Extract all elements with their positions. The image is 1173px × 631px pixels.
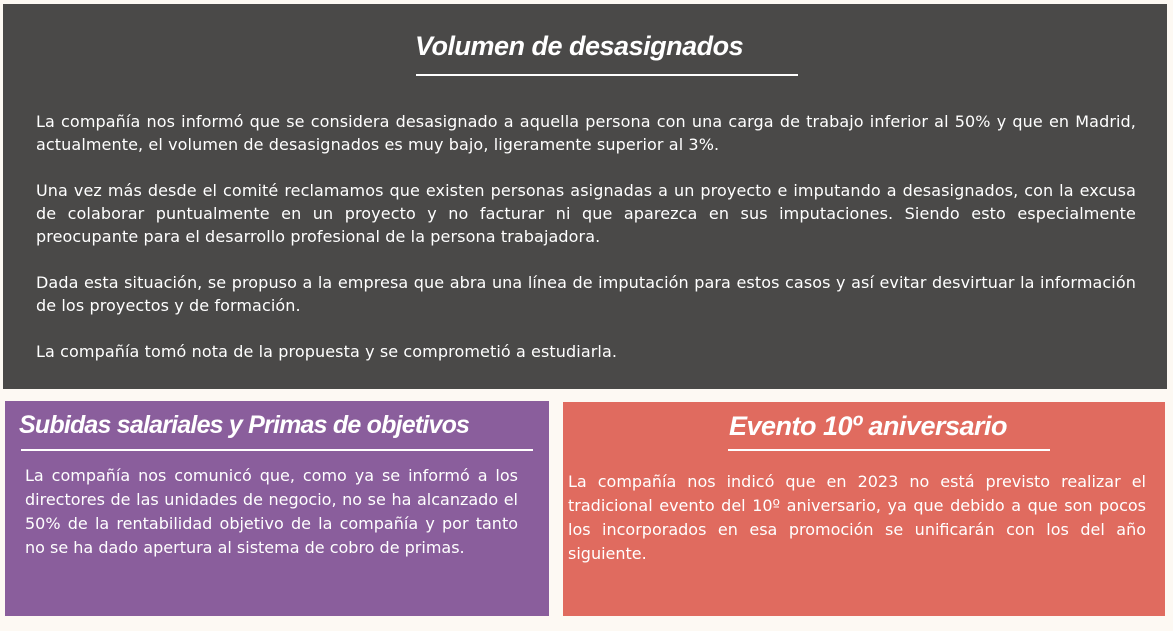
desasignados-title-underline	[416, 74, 798, 76]
subidas-salariales-title-underline	[21, 449, 533, 451]
desasignados-paragraph-2: Una vez más desde el comité reclamamos que existen personas asignadas a un proyecto e imputando a desasignados, con la excusa de colaborar puntualmente en un proyecto y no facturar ni que aparezca en sus imputaciones. Siendo esto especialmente preocupante para el desarrollo profesional de la persona trabajadora.	[36, 181, 1136, 246]
evento-aniversario-title: Evento 10º aniversario	[729, 411, 1007, 441]
desasignados-title: Volumen de desasignados	[415, 31, 744, 61]
desasignados-paragraph-4: La compañía tomó nota de la propuesta y se comprometió a estudiarla.	[36, 342, 618, 361]
desasignados-panel	[3, 4, 1167, 389]
evento-aniversario-title-underline	[728, 449, 1050, 451]
evento-aniversario-paragraph: La compañía nos indicó que en 2023 no está previsto realizar el tradicional evento del 10º aniversario, ya que debido a que son pocos los incorporados en esa promoción se unificarán con los del año siguiente.	[568, 472, 1146, 563]
evento-aniversario-panel	[563, 402, 1165, 616]
subidas-salariales-paragraph: La compañía nos comunicó que, como ya se informó a los directores de las unidades de negocio, no se ha alcanzado el 50% de la rentabilidad objetivo de la compañía y por tanto no se ha dado apertura al sistema de cobro de primas.	[25, 466, 518, 557]
desasignados-paragraph-1: La compañía nos informó que se considera desasignado a aquella persona con una carga de trabajo inferior al 50% y que en Madrid, actualmente, el volumen de desasignados es muy bajo, ligeramente superior al 3%.	[36, 112, 1136, 154]
subidas-salariales-panel	[5, 401, 549, 616]
desasignados-paragraph-3: Dada esta situación, se propuso a la empresa que abra una línea de imputación para estos casos y así evitar desvirtuar la información de los proyectos y de formación.	[36, 273, 1136, 315]
subidas-salariales-title: Subidas salariales y Primas de objetivos	[19, 411, 470, 439]
